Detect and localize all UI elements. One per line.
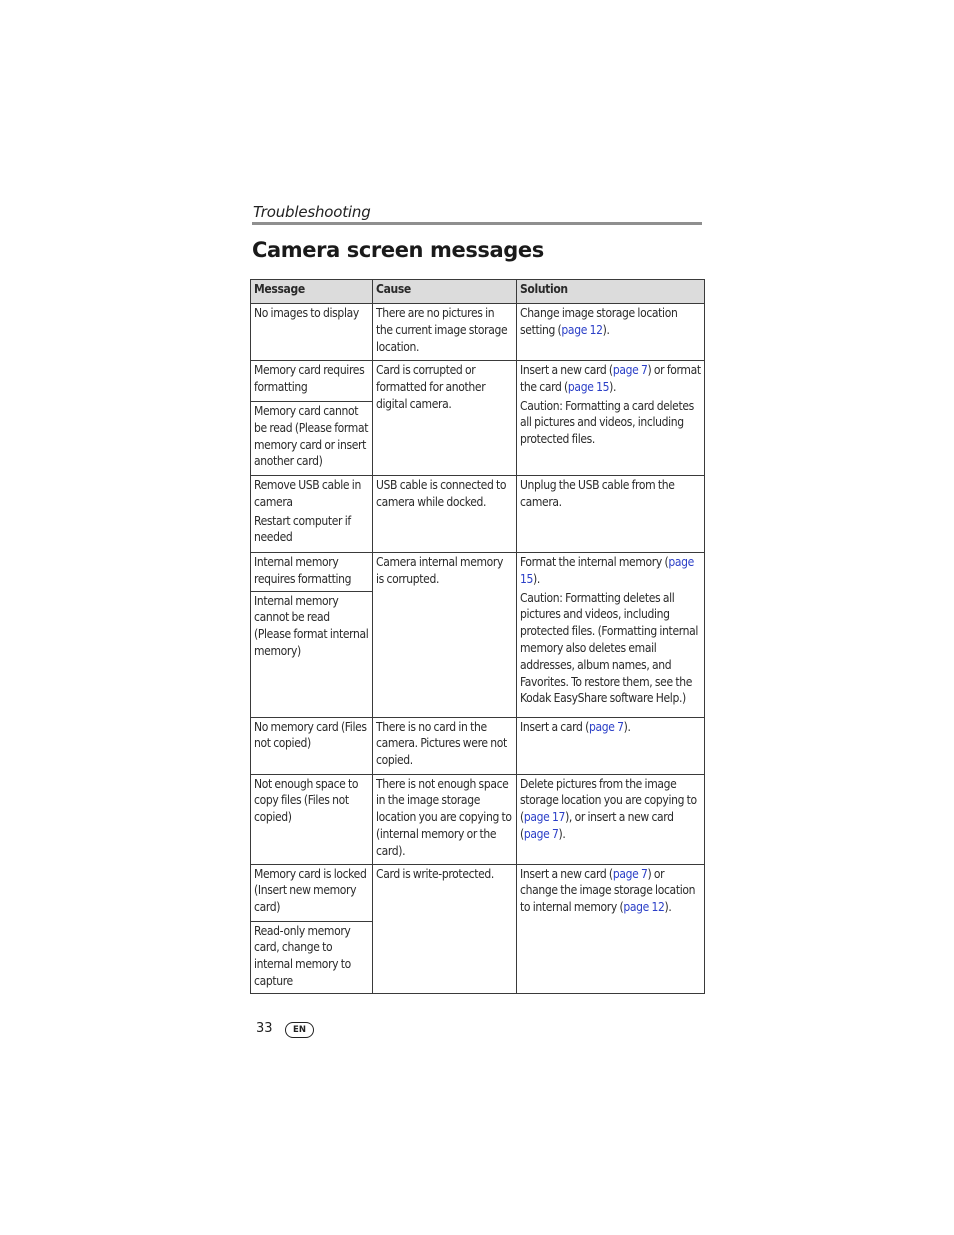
solution-cell [517, 361, 705, 476]
solution-paragraph [520, 362, 701, 396]
table-header-row [251, 280, 705, 304]
message-cell [251, 864, 373, 921]
message-text: Restart computer if needed [254, 513, 351, 545]
solution-paragraph [520, 477, 701, 511]
message-cell [251, 717, 373, 774]
solution-text: ). [533, 571, 540, 586]
message-text: No images to display [254, 306, 359, 320]
solution-cell [517, 304, 705, 361]
page-title: Camera screen messages [252, 238, 544, 262]
message-text: Memory card cannot be read (Please format memory card or insert another card) [254, 404, 369, 469]
solution-cell [517, 553, 705, 718]
solution-paragraph [520, 305, 701, 339]
message-text: Memory card requires formatting [254, 363, 365, 394]
page-reference-link[interactable]: page 12 [561, 322, 603, 337]
solution-text: ) or format the card ( [520, 363, 701, 394]
message-text: Not enough space to copy files (Files not copied) [254, 776, 359, 825]
language-badge: EN [285, 1022, 314, 1038]
solution-text: Delete pictures from the image storage location you are copying to ( [520, 776, 697, 825]
solution-text: Unplug the USB cable from the camera. [520, 478, 675, 509]
column-header-solution: Solution [517, 280, 705, 304]
solution-text: ), or insert a new card ( [520, 810, 674, 841]
solution-cell [517, 864, 705, 993]
page-reference-link[interactable]: page 7 [588, 719, 624, 734]
table-row [251, 774, 705, 864]
column-header-message: Message [251, 280, 373, 304]
page-reference-link[interactable]: page 7 [523, 826, 559, 841]
message-cell [251, 476, 373, 553]
section-divider [252, 222, 702, 225]
solution-text: ). [558, 826, 566, 841]
table-row [251, 717, 705, 774]
message-cell [251, 402, 373, 476]
message-cell [251, 591, 373, 717]
page-reference-link[interactable]: page 15 [567, 379, 610, 394]
message-cell [251, 361, 373, 402]
solution-text: ). [609, 379, 617, 394]
message-text: Internal memory cannot be read (Please format internal memory) [254, 593, 369, 658]
solution-text: ). [602, 322, 610, 337]
table-row [251, 304, 705, 361]
cause-cell: USB cable is connected to camera while docked. [373, 476, 517, 553]
solution-paragraph [520, 590, 701, 708]
message-text: Internal memory requires formatting [254, 555, 352, 586]
solution-paragraph [520, 398, 701, 448]
cause-cell: There is no card in the camera. Pictures were not copied. [373, 717, 517, 774]
solution-paragraph [520, 776, 701, 843]
solution-paragraph [520, 719, 701, 736]
message-cell [251, 774, 373, 864]
table-row [251, 476, 705, 553]
page-reference-link[interactable]: page 15 [520, 555, 694, 586]
message-text: Read-only memory card, change to internal memory to capture [254, 923, 351, 988]
cause-cell: Camera internal memory is corrupted. [373, 553, 517, 718]
solution-text: ) or change the image storage location to internal memory ( [520, 866, 696, 915]
page-reference-link[interactable]: page 17 [523, 810, 566, 825]
solution-cell [517, 476, 705, 553]
message-cell [251, 921, 373, 993]
solution-paragraph [520, 866, 701, 916]
messages-body [251, 304, 705, 994]
column-header-cause: Cause [373, 280, 517, 304]
solution-text: ). [664, 900, 672, 915]
solution-text: Caution: Formatting a card deletes all pictures and videos, including protected files. [520, 398, 694, 447]
cause-cell: Card is corrupted or formatted for another digital camera. [373, 361, 517, 476]
message-text: Remove USB cable in camera [254, 478, 361, 509]
solution-text: Change image storage location setting ( [520, 306, 678, 337]
solution-text: ). [623, 719, 631, 734]
section-header [252, 200, 702, 226]
message-cell [251, 304, 373, 361]
table-row [251, 864, 705, 921]
solution-cell [517, 717, 705, 774]
page-reference-link[interactable]: page 7 [612, 866, 648, 881]
cause-cell: Card is write-protected. [373, 864, 517, 993]
solution-paragraph [520, 554, 701, 588]
solution-text: Format the internal memory ( [520, 555, 669, 569]
solution-text: Insert a new card ( [520, 363, 613, 377]
solution-cell [517, 774, 705, 864]
solution-text: Insert a new card ( [520, 866, 613, 881]
page-reference-link[interactable]: page 12 [623, 900, 665, 915]
page-number: 33 [256, 1021, 273, 1036]
message-text: Memory card is locked (Insert new memory card) [254, 866, 367, 915]
table-row [251, 553, 705, 592]
cause-cell: There is not enough space in the image storage location you are copying to (internal memory or the card). [373, 774, 517, 864]
message-text: No memory card (Files not copied) [254, 719, 367, 751]
solution-text: Insert a card ( [520, 719, 589, 734]
table-row [251, 361, 705, 402]
section-title: Troubleshooting [253, 203, 371, 221]
solution-text: Caution: Formatting deletes all pictures and videos, including protected files. (Formatting internal memory also deletes email addresses, album names, and Favorites. To restore them, see the Kodak EasyShare software Help.) [520, 590, 699, 706]
cause-cell: There are no pictures in the current image storage location. [373, 304, 517, 361]
message-cell [251, 553, 373, 592]
page-reference-link[interactable]: page 7 [612, 363, 648, 377]
messages-table [250, 279, 705, 994]
